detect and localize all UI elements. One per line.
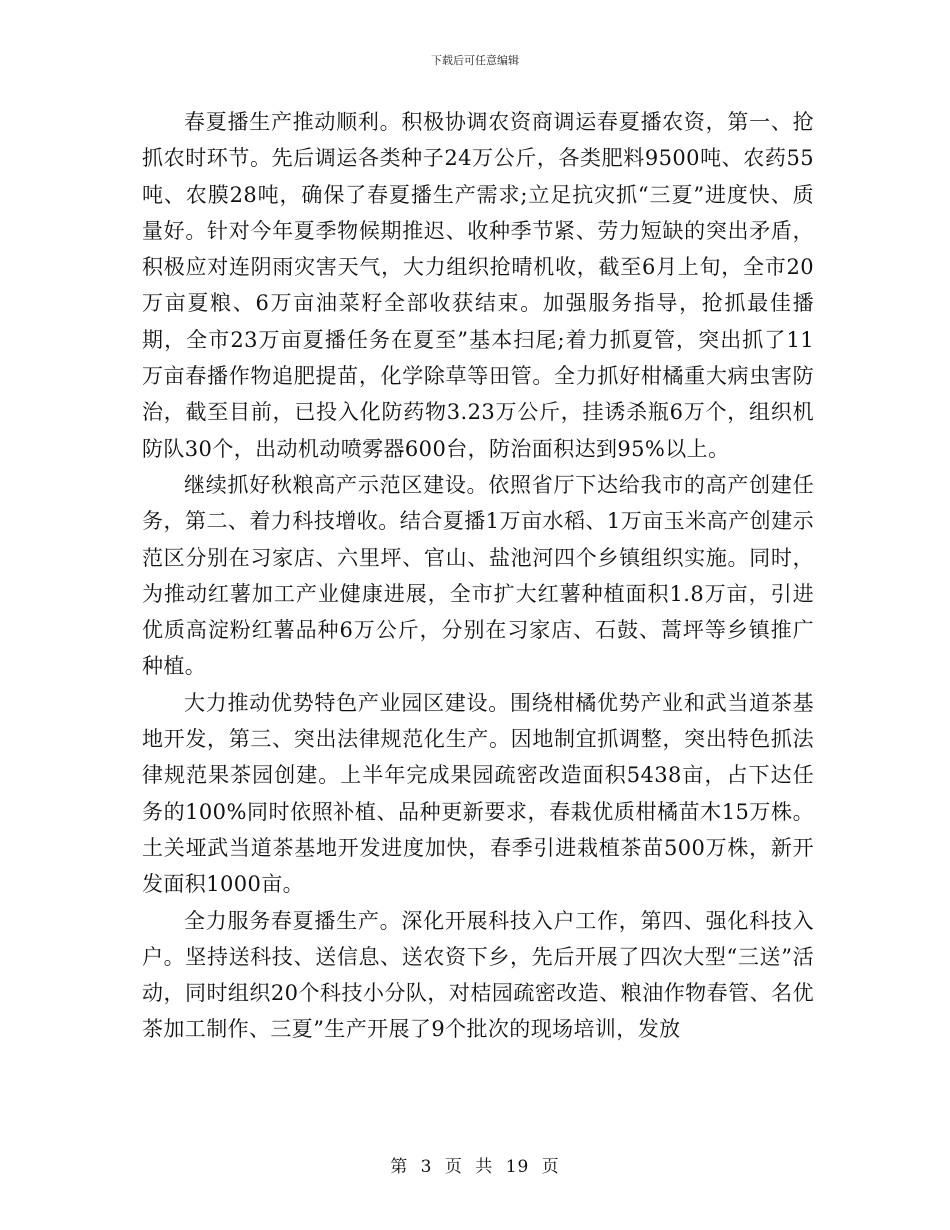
page-header-note: 下载后可任意编辑 xyxy=(431,54,519,67)
paragraph-spring-summer-sowing: 春夏播生产推动顺利。积极协调农资商调运春夏播农资，第一、抢抓农时环节。先后调运各类种子24万公斤，各类肥料9500吨、农药55吨、农膜28吨，确保了春夏播生产需求;立足抗灾抓“三夏”进度快、质量好。针对今年夏季物候期推迟、收种季节紧、劳力短缺的突出矛盾，积极应对连阴雨灾害天气，大力组织抢晴机收，截至6月上旬，全市20万亩夏粮、6万亩油菜籽全部收获结束。加强服务指导，抢抓最佳播期，全市23万亩夏播任务在夏至”基本扫尾;着力抓夏管，突出抓了11万亩春播作物追肥提苗，化学除草等田管。全力抓好柑橘重大病虫害防治，截至目前，已投入化防药物3.23万公斤，挂诱杀瓶6万个，组织机防队30个，出动机动喷雾器600台，防治面积达到95%以上。 xyxy=(142,110,814,461)
page-number-footer: 第 3 页 共 19 页 xyxy=(390,1157,560,1177)
paragraph-tech-service: 全力服务春夏播生产。深化开展科技入户工作，第四、强化科技入户。坚持送科技、送信息、送农资下乡，先后开展了四次大型“三送”活动，同时组织20个科技小分队，对桔园疏密改造、粮油作物春管、名优茶加工制作、三夏”生产开展了9个批次的现场培训，发放 xyxy=(142,908,814,1042)
paragraph-autumn-grain-demo: 继续抓好秋粮高产示范区建设。依照省厅下达给我市的高产创建任务，第二、着力科技增收。结合夏播1万亩水稻、1万亩玉米高产创建示范区分别在习家店、六里坪、官山、盐池河四个乡镇组织实施。同时，为推动红薯加工产业健康进展，全市扩大红薯种植面积1.8万亩，引进优质高淀粉红薯品种6万公斤，分别在习家店、石鼓、蒿坪等乡镇推广种植。 xyxy=(142,472,814,679)
document-body xyxy=(142,104,814,1048)
paragraph-specialty-industry-park: 大力推动优势特色产业园区建设。围绕柑橘优势产业和武当道茶基地开发，第三、突出法律规范化生产。因地制宜抓调整，突出特色抓法律规范果茶园创建。上半年完成果园疏密改造面积5438亩，占下达任务的100%同时依照补植、品种更新要求，春栽优质柑橘苗木15万株。土关垭武当道茶基地开发进度加快，春季引进栽植茶苗500万株，新开发面积1000亩。 xyxy=(142,690,814,897)
